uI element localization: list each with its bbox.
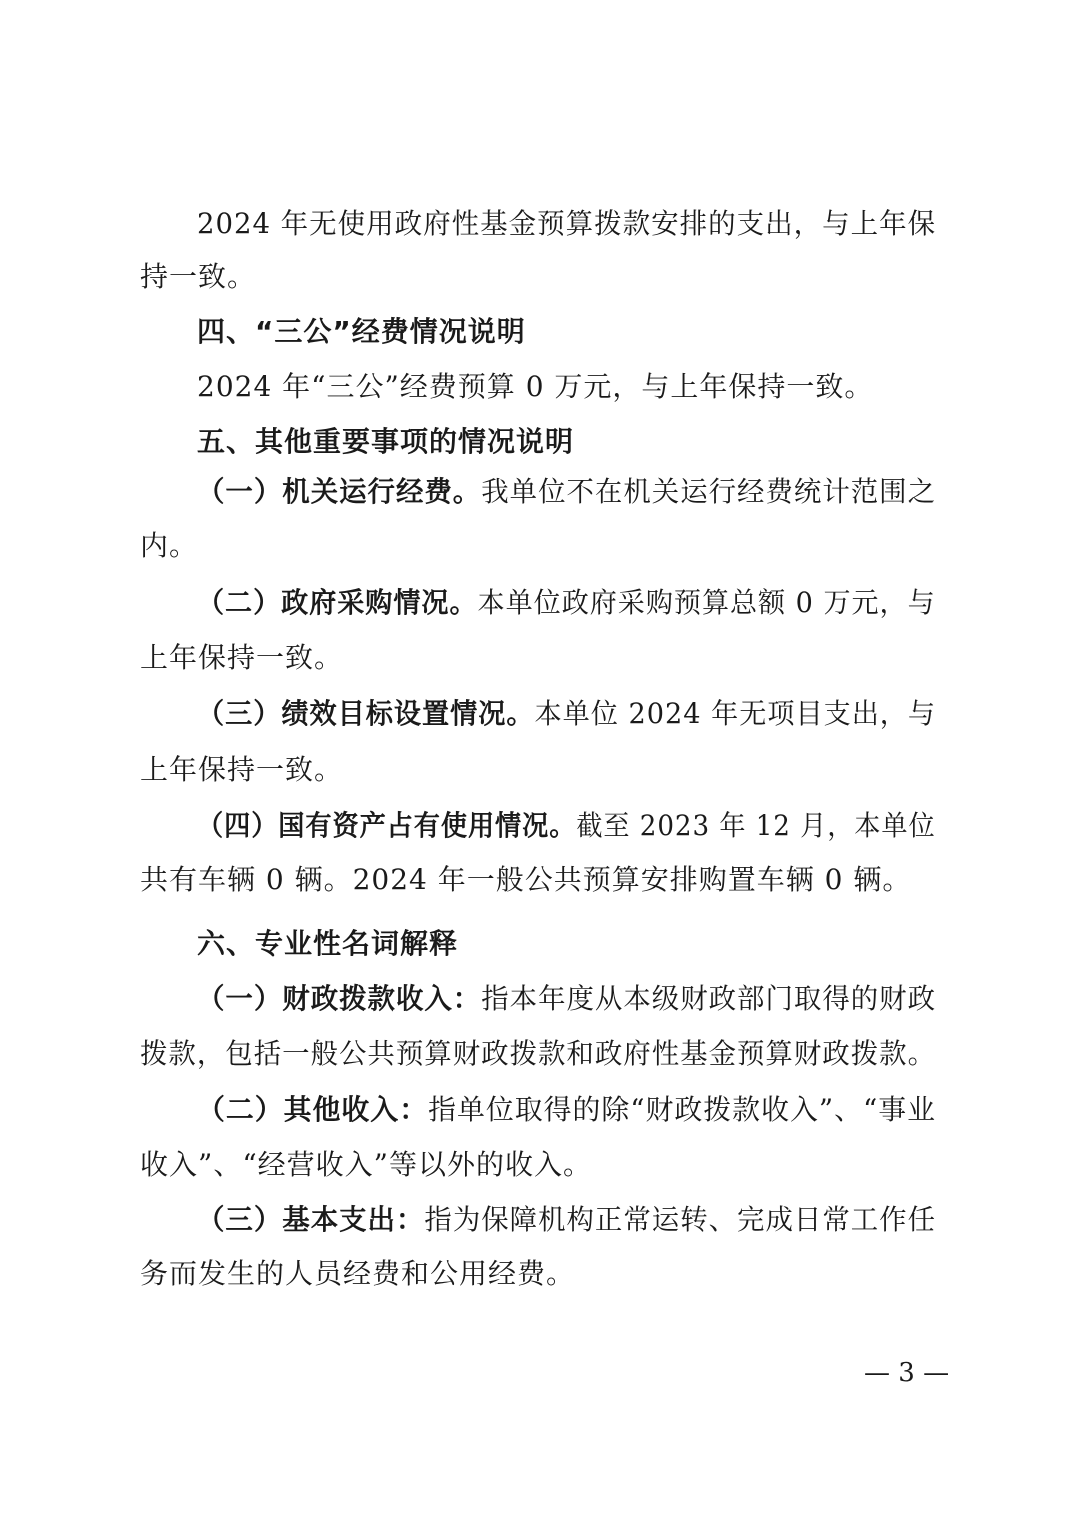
paragraph-line xyxy=(197,1092,936,1128)
paragraph-text: 指为保障机构正常运转、完成日常工作任 xyxy=(424,1203,937,1236)
paragraph-line: 上年保持一致。 xyxy=(140,641,344,674)
paragraph-text: 指本年度从本级财政部门取得的财政 xyxy=(481,982,937,1015)
paragraph-line xyxy=(197,585,936,621)
subheading-label: （一）机关运行经费。 xyxy=(197,475,482,508)
paragraph-line: 共有车辆 0 辆。2024 年一般公共预算安排购置车辆 0 辆。 xyxy=(140,863,912,896)
paragraph-line: 持一致。 xyxy=(140,260,257,293)
paragraph-line xyxy=(197,981,936,1017)
paragraph-line: 务而发生的人员经费和公用经费。 xyxy=(140,1257,576,1290)
paragraph-line xyxy=(197,474,936,510)
paragraph-line xyxy=(197,1202,936,1238)
paragraph-line xyxy=(197,808,936,844)
subheading-label: （三）基本支出： xyxy=(197,1203,425,1236)
subheading-label: （一）财政拨款收入： xyxy=(197,982,482,1015)
section-heading-five: 五、其他重要事项的情况说明 xyxy=(197,425,575,458)
paragraph-line: 收入”、“经营收入”等以外的收入。 xyxy=(140,1148,592,1181)
paragraph-text: 我单位不在机关运行经费统计范围之 xyxy=(481,475,937,508)
section-heading-four: 四、“三公”经费情况说明 xyxy=(197,315,526,348)
page-number: — 3 — xyxy=(864,1358,950,1388)
paragraph-text: 本单位政府采购预算总额 0 万元，与 xyxy=(477,586,936,619)
section-heading-six: 六、专业性名词解释 xyxy=(197,927,459,960)
paragraph-line xyxy=(197,696,936,732)
paragraph-line: 上年保持一致。 xyxy=(140,753,344,786)
paragraph-line: 内。 xyxy=(140,529,199,562)
subheading-label: （二）政府采购情况。 xyxy=(197,586,478,619)
paragraph-text: 指单位取得的除“财政拨款收入”、“事业 xyxy=(428,1093,937,1126)
paragraph-line: 2024 年“三公”经费预算 0 万元，与上年保持一致。 xyxy=(197,370,874,403)
subheading-label: （二）其他收入： xyxy=(197,1093,429,1126)
paragraph-line: 2024 年无使用政府性基金预算拨款安排的支出，与上年保 xyxy=(197,207,937,240)
paragraph-line: 拨款，包括一般公共预算财政拨款和政府性基金预算财政拨款。 xyxy=(140,1037,937,1070)
subheading-label: （三）绩效目标设置情况。 xyxy=(197,697,535,730)
subheading-label: （四）国有资产占有使用情况。 xyxy=(197,809,577,842)
paragraph-text: 截至 2023 年 12 月，本单位 xyxy=(576,809,936,842)
paragraph-text: 本单位 2024 年无项目支出，与 xyxy=(534,697,937,730)
